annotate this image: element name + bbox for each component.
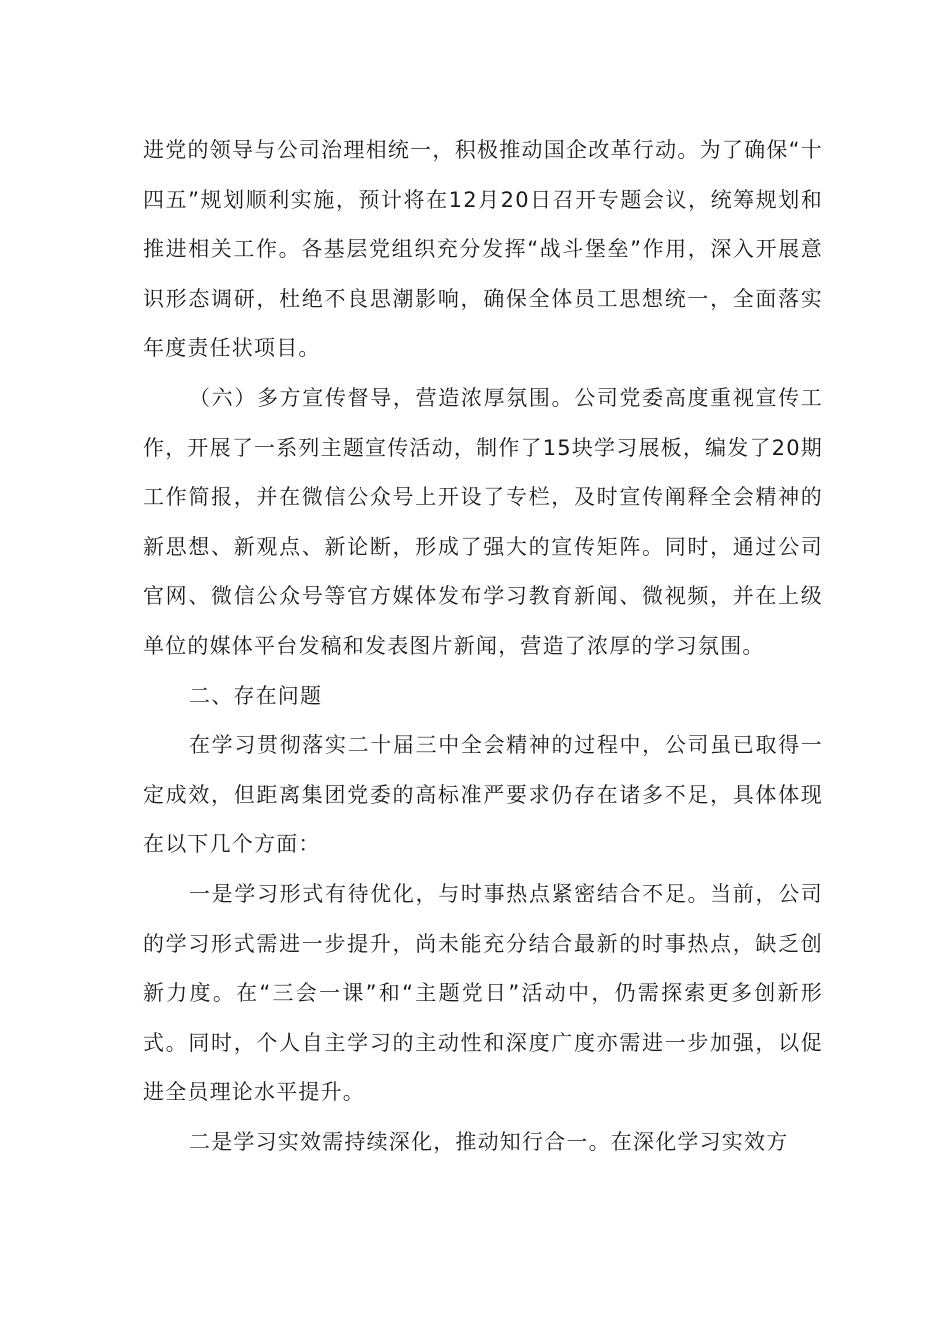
document-body xyxy=(143,126,823,1167)
paragraph-publicity: （六）多方宣传督导，营造浓厚氛围。公司党委高度重视宣传工作，开展了一系列主题宣传活动，制作了15块学习展板，编发了20期工作简报，并在微信公众号上开设了专栏，及时宣传阐释全会精神的新思想、新观点、新论断，形成了强大的宣传矩阵。同时，通过公司官网、微信公众号等官方媒体发布学习教育新闻、微视频，并在上级单位的媒体平台发稿和发表图片新闻，营造了浓厚的学习氛围。 xyxy=(143,385,823,658)
paragraph-problem-two: 二是学习实效需持续深化，推动知行合一。在深化学习实效方 xyxy=(189,1129,789,1154)
paragraph-problem-one: 一是学习形式有待优化，与时事热点紧密结合不足。当前，公司的学习形式需进一步提升，尚未能充分结合最新的时事热点，缺乏创新力度。在“三会一课”和“主题党日”活动中，仍需探索更多创新形式。同时，个人自主学习的主动性和深度广度亦需进一步加强，以促进全员理论水平提升。 xyxy=(143,881,823,1105)
paragraph-party-leadership: 进党的领导与公司治理相统一，积极推动国企改革行动。为了确保“十四五”规划顺利实施，预计将在12月20日召开专题会议，统筹规划和推进相关工作。各基层党组织充分发挥“战斗堡垒”作用，深入开展意识形态调研，杜绝不良思潮影响，确保全体员工思想统一，全面落实年度责任状项目。 xyxy=(143,138,823,361)
paragraph-problems-intro: 在学习贯彻落实二十届三中全会精神的过程中，公司虽已取得一定成效，但距离集团党委的高标准严要求仍存在诸多不足，具体体现在以下几个方面： xyxy=(143,733,823,857)
section-heading-problems: 二、存在问题 xyxy=(189,683,323,708)
